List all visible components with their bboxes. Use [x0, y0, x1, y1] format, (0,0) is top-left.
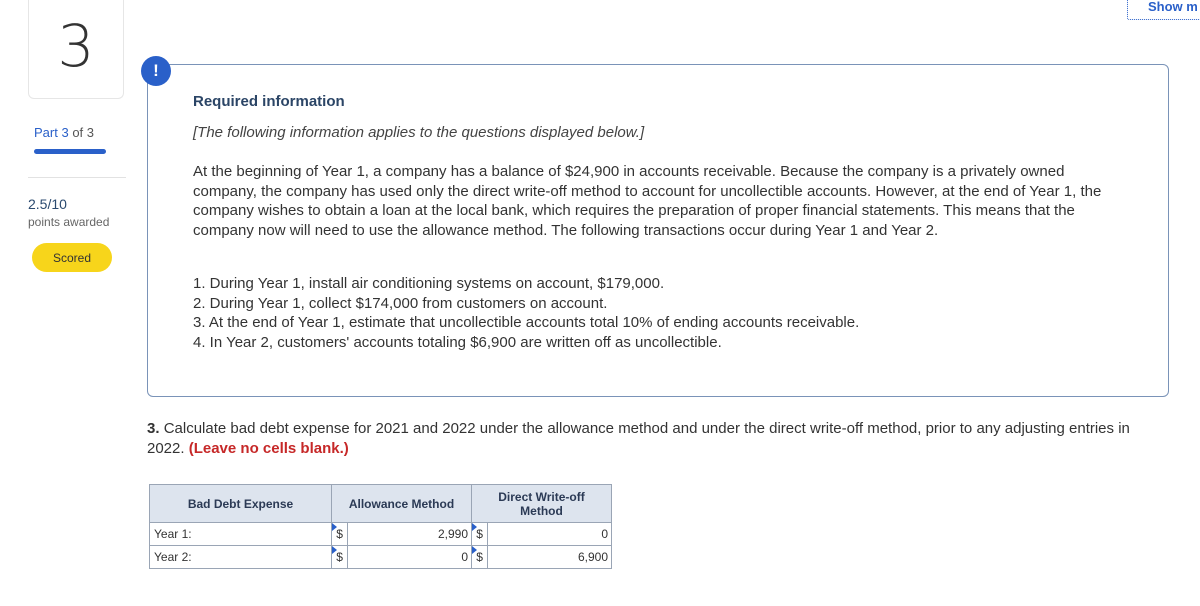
score-label: points awarded [28, 215, 110, 229]
question-prompt [147, 419, 1157, 458]
question-text: Calculate bad debt expense for 2021 and 2022 under the allowance method and under the direct write-off method, prior to any adjusting entries in 2022. [147, 420, 1130, 457]
currency-symbol: $ [472, 523, 488, 546]
row-label: Year 2: [150, 546, 332, 569]
direct-year2-input[interactable]: 6,900 [488, 546, 612, 569]
part-current[interactable]: Part 3 [34, 125, 69, 140]
currency-symbol: $ [332, 523, 348, 546]
score-value: 2.5/10 [28, 196, 67, 212]
currency-symbol: $ [472, 546, 488, 569]
question-number-label: 3. [147, 420, 160, 437]
alert-icon: ! [141, 56, 171, 86]
question-number: 3 [28, 0, 124, 99]
allowance-year1-input[interactable]: 2,990 [348, 523, 472, 546]
part-total: of 3 [72, 125, 94, 140]
transaction-item: 1. During Year 1, install air conditioning systems on account, $179,000. [193, 275, 665, 292]
direct-year1-input[interactable]: 0 [488, 523, 612, 546]
info-paragraph: At the beginning of Year 1, a company has a balance of $24,900 in accounts receivable. Because the company is a privately owned company, the company has used only the direct write-off method to account for uncollectible accounts. However, at the end of Year 1, the company wishes to obtain a loan at the local bank, which requires the preparation of proper financial statements. This means that the company now will need to use the allowance method. The following transactions occur during Year 1 and Year 2. [193, 163, 1102, 239]
transaction-item: 3. At the end of Year 1, estimate that uncollectible accounts total 10% of ending accounts receivable. [193, 314, 860, 331]
transaction-item: 4. In Year 2, customers' accounts totaling $6,900 are written off as uncollectible. [193, 333, 722, 351]
info-title: Required information [193, 93, 345, 110]
table-header-direct: Direct Write-off Method [472, 485, 612, 523]
table-header-label: Bad Debt Expense [150, 485, 332, 523]
table-row [150, 546, 612, 569]
show-more-button[interactable]: Show m [1127, 0, 1200, 20]
transaction-item: 2. During Year 1, collect $174,000 from customers on account. [193, 294, 608, 312]
allowance-year2-input[interactable]: 0 [348, 546, 472, 569]
part-progress-bar [34, 149, 106, 154]
transaction-list [193, 274, 1093, 352]
table-row [150, 523, 612, 546]
currency-symbol: $ [332, 546, 348, 569]
info-subtitle: [The following information applies to the questions displayed below.] [193, 124, 645, 141]
row-label: Year 1: [150, 523, 332, 546]
bad-debt-table [149, 484, 612, 569]
scored-badge: Scored [32, 243, 112, 272]
part-indicator [34, 125, 94, 140]
table-header-allowance: Allowance Method [332, 485, 472, 523]
sidebar-divider [28, 177, 126, 178]
question-instruction: (Leave no cells blank.) [188, 439, 349, 457]
